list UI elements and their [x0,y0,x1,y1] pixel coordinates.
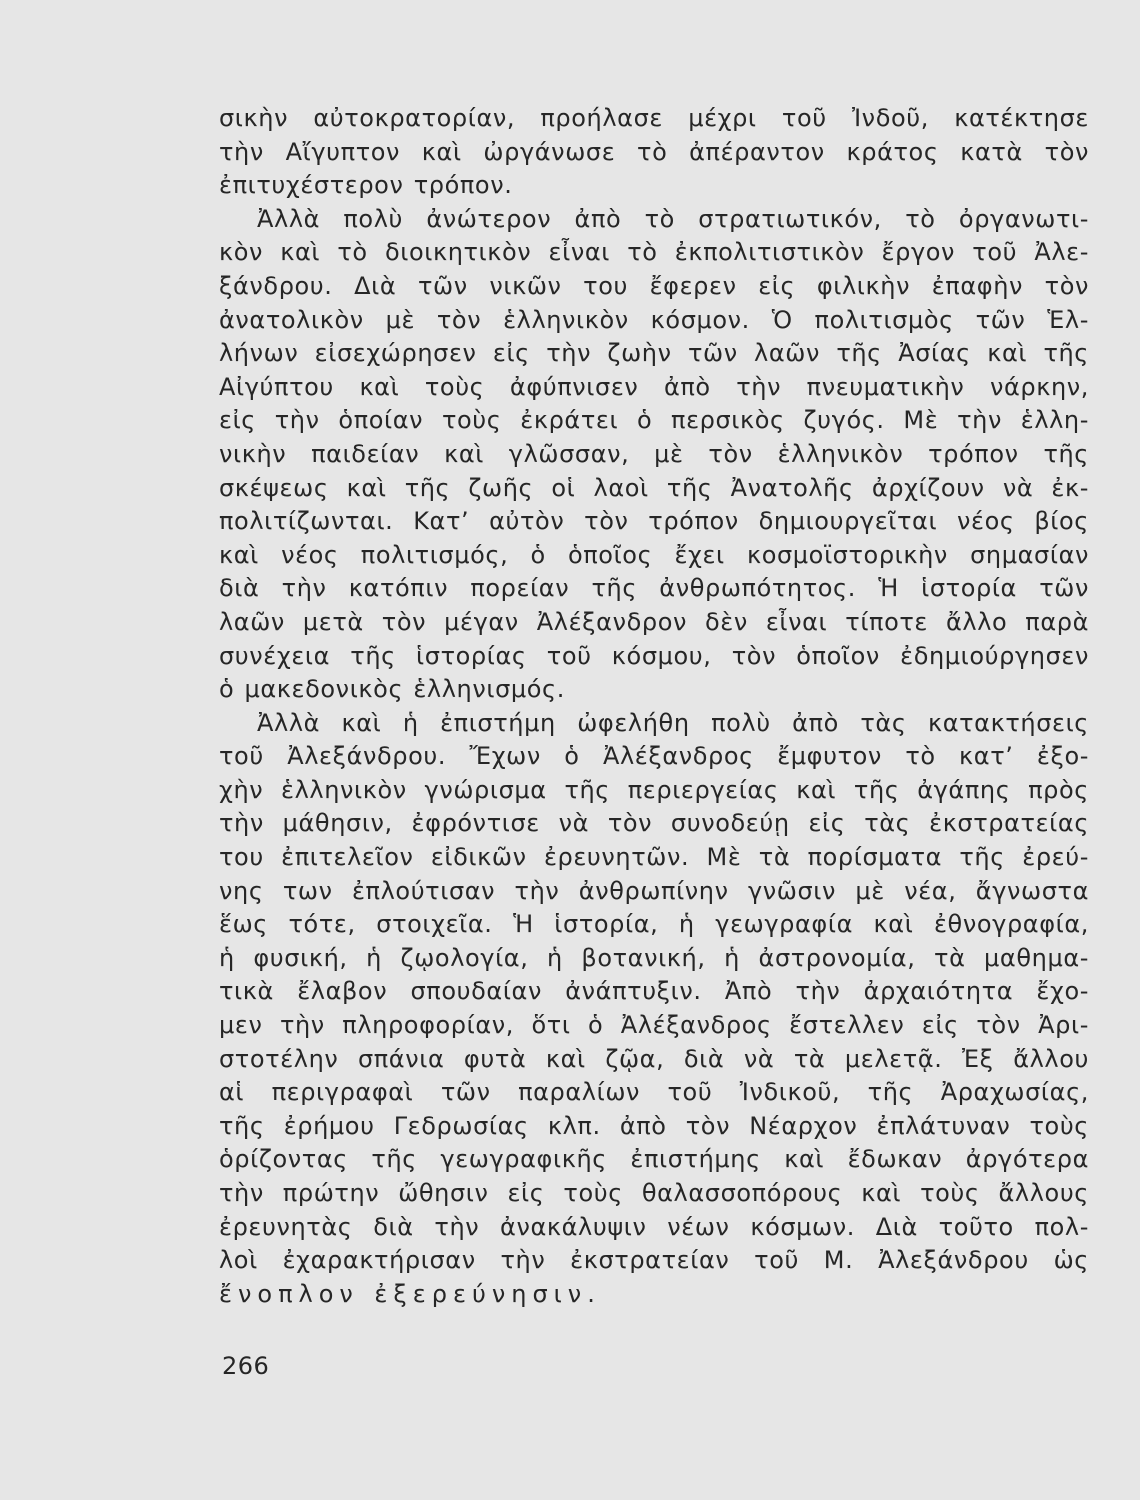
text-line: λαῶν μετὰ τὸν μέγαν Ἀλέξανδρον δὲν εἶναι τίποτε ἄλλο παρὰ [219,607,1089,636]
text-line: ἐρευνητὰς διὰ τὴν ἀνακάλυψιν νέων κόσμων. Διὰ τοῦτο πολ- [219,1212,1089,1241]
text-line: ὁρίζοντας τῆς γεωγραφικῆς ἐπιστήμης καὶ ἔδωκαν ἀργότερα [219,1145,1089,1174]
text-line: ὁ μακεδονικὸς ἑλληνισμός. [219,675,565,704]
text-line: Ἀλλὰ καὶ ἡ ἐπιστήμη ὠφελήθη πολὺ ἀπὸ τὰς κατακτήσεις [257,708,1089,737]
text-line: του ἐπιτελεῖον εἰδικῶν ἐρευνητῶν. Μὲ τὰ πορίσματα τῆς ἐρεύ- [219,843,1089,872]
text-line: τῆς ἐρήμου Γεδρωσίας κλπ. ἀπὸ τὸν Νέαρχον ἐπλάτυναν τοὺς [219,1111,1089,1140]
text-line: ἔνοπλον ἐξερεύνησιν. [219,1279,601,1308]
text-line: κὸν καὶ τὸ διοικητικὸν εἶναι τὸ ἐκπολιτιστικὸν ἔργον τοῦ Ἀλε- [219,238,1089,267]
text-line: τὴν μάθησιν, ἐφρόντισε νὰ τὸν συνοδεύῃ εἰς τὰς ἐκστρατείας [219,809,1089,838]
text-line: σικὴν αὐτοκρατορίαν, προήλασε μέχρι τοῦ Ἰνδοῦ, κατέκτησε [219,104,1089,132]
text-line: Αἰγύπτου καὶ τοὺς ἀφύπνισεν ἀπὸ τὴν πνευματικὴν νάρκην, [219,372,1089,401]
text-line: συνέχεια τῆς ἱστορίας τοῦ κόσμου, τὸν ὁποῖον ἐδημιούργησεν [219,641,1089,670]
text-line: διὰ τὴν κατόπιν πορείαν τῆς ἀνθρωπότητος. Ἡ ἱστορία τῶν [219,574,1089,603]
text-line: ἡ φυσική, ἡ ζῳολογία, ἡ βοτανική, ἡ ἀστρονομία, τὰ μαθημα- [219,943,1089,972]
text-line: χὴν ἑλληνικὸν γνώρισμα τῆς περιεργείας καὶ τῆς ἀγάπης πρὸς [219,775,1089,804]
text-line: τοῦ Ἀλεξάνδρου. Ἔχων ὁ Ἀλέξανδρος ἔμφυτον τὸ κατ’ ἐξο- [219,742,1089,771]
text-line: στοτέλην σπάνια φυτὰ καὶ ζῷα, διὰ νὰ τὰ μελετᾷ. Ἐξ ἄλλου [219,1044,1089,1073]
page-number: 266 [222,1352,270,1380]
text-line: ἕως τότε, στοιχεῖα. Ἡ ἱστορία, ἡ γεωγραφία καὶ ἐθνογραφία, [219,910,1089,939]
text-line: λήνων εἰσεχώρησεν εἰς τὴν ζωὴν τῶν λαῶν τῆς Ἀσίας καὶ τῆς [219,339,1089,368]
text-line: ξάνδρου. Διὰ τῶν νικῶν του ἔφερεν εἰς φιλικὴν ἐπαφὴν τὸν [219,271,1089,300]
text-line: εἰς τὴν ὁποίαν τοὺς ἐκράτει ὁ περσικὸς ζυγός. Μὲ τὴν ἑλλη- [219,406,1089,435]
text-line: νικὴν παιδείαν καὶ γλῶσσαν, μὲ τὸν ἑλληνικὸν τρόπον τῆς [219,439,1089,468]
text-line: πολιτίζωνται. Κατ’ αὐτὸν τὸν τρόπον δημιουργεῖται νέος βίος [219,507,1089,536]
text-line: ἀνατολικὸν μὲ τὸν ἑλληνικὸν κόσμον. Ὁ πολιτισμὸς τῶν Ἑλ- [219,305,1089,334]
text-line: Ἀλλὰ πολὺ ἀνώτερον ἀπὸ τὸ στρατιωτικόν, τὸ ὀργανωτι- [257,204,1089,233]
text-line: καὶ νέος πολιτισμός, ὁ ὁποῖος ἔχει κοσμοϊστορικὴν σημασίαν [219,540,1089,569]
body-text [219,102,1089,1311]
text-line: ἐπιτυχέστερον τρόπον. [219,171,513,200]
text-line: νης των ἐπλούτισαν τὴν ἀνθρωπίνην γνῶσιν μὲ νέα, ἄγνωστα [219,876,1089,905]
text-line: τὴν πρώτην ὤθησιν εἰς τοὺς θαλασσοπόρους καὶ τοὺς ἄλλους [219,1179,1089,1207]
text-line: αἱ περιγραφαὶ τῶν παραλίων τοῦ Ἰνδικοῦ, τῆς Ἀραχωσίας, [219,1078,1089,1107]
text-line: τικὰ ἔλαβον σπουδαίαν ἀνάπτυξιν. Ἀπὸ τὴν ἀρχαιότητα ἔχο- [219,977,1089,1006]
text-line: σκέψεως καὶ τῆς ζωῆς οἱ λαοὶ τῆς Ἀνατολῆς ἀρχίζουν νὰ ἐκ- [219,473,1089,502]
text-line: τὴν Αἴγυπτον καὶ ὠργάνωσε τὸ ἀπέραντον κράτος κατὰ τὸν [219,137,1089,166]
text-line: λοὶ ἐχαρακτήρισαν τὴν ἐκστρατείαν τοῦ Μ. Ἀλεξάνδρου ὡς [219,1246,1089,1275]
text-line: μεν τὴν πληροφορίαν, ὅτι ὁ Ἀλέξανδρος ἔστελλεν εἰς τὸν Ἀρι- [219,1011,1089,1040]
